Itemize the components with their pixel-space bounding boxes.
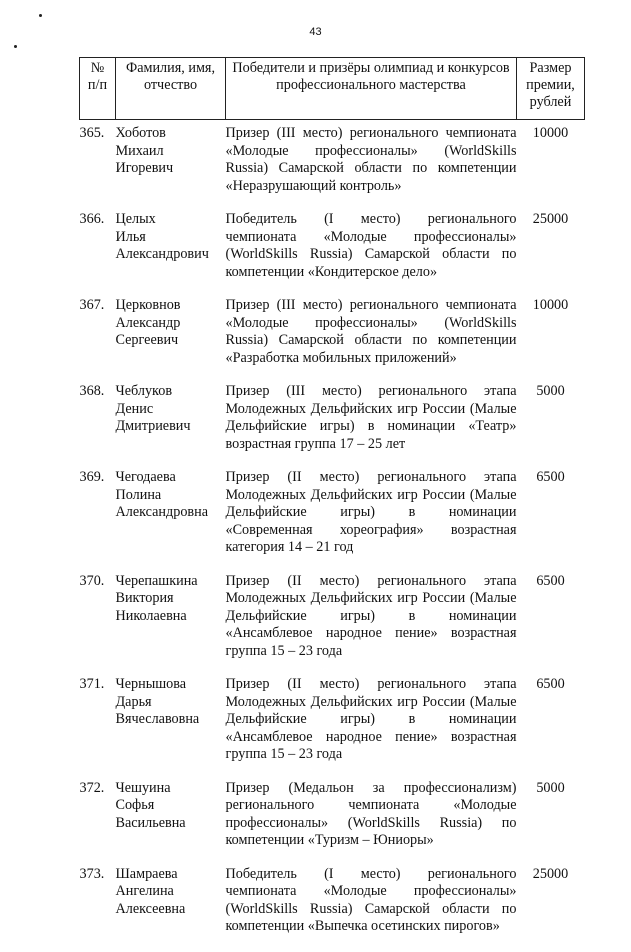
row-number: 372. [79,779,105,796]
row-number: 368. [79,383,105,399]
name-part: Дмитриевич [115,418,191,434]
description-line: Дельфийские игры) в номинации [225,711,517,727]
achievement-description [226,120,517,212]
description-line: Russia) Самарской области по компетенции [225,332,517,348]
description-line: Победитель (I место) регионального [225,211,517,227]
row-number: 369. [79,469,105,485]
name-part: Александровна [115,504,209,520]
person-name [116,780,226,866]
table-header-row [80,58,585,120]
description-line: «Ансамблевое народное пение» возрастная [225,625,517,641]
row-number: 365. [79,125,105,141]
name-part: Виктория [115,590,174,606]
description-line: Победитель (I место) регионального [225,865,517,882]
person-name [116,676,226,780]
achievement-description [226,573,517,677]
description-line: Призер (II место) регионального этапа [225,676,517,692]
description-line: (WorldSkills Russia) Самарской области по [225,246,517,262]
description-line: Призер (III место) регионального чемпионата [225,125,517,141]
description-line: группа 15 – 23 года [225,642,343,659]
description-line: Молодежных Дельфийских игр России (Малые [225,400,517,417]
name-part: Васильевна [115,814,186,831]
description-line: компетенции «Туризм – Юниоры» [225,832,434,848]
table-body [80,120,585,952]
name-part: Черепашкина [115,572,198,589]
person-name [116,573,226,677]
award-amount: 10000 [532,125,569,141]
row-number: 367. [79,297,105,313]
description-line: Призер (II место) регионального этапа [225,469,517,485]
description-line: Дельфийские игры) в номинации [225,504,517,520]
name-part: Чеблуков [115,383,173,399]
name-part: Игоревич [115,160,174,176]
description-line: «Неразрушающий контроль» [225,177,402,194]
name-part: Ангелина [115,883,174,899]
table-row [80,676,585,780]
table-row [80,866,585,952]
header-achievement: Победители и призёры олимпиад и конкурсов профессионального мастерства [226,58,517,120]
name-part: Полина [115,486,162,503]
row-number: 371. [79,676,105,692]
description-line: Призер (II место) регионального этапа [225,572,517,589]
description-line: компетенции «Выпечка осетинских пирогов» [225,918,500,934]
description-line: Дельфийские игры) в номинации [225,607,517,624]
name-part: Церковнов [115,297,181,313]
name-part: Хоботов [115,125,166,141]
award-amount: 25000 [532,211,569,227]
achievement-description [226,469,517,573]
name-part: Сергеевич [115,332,179,348]
header-award-amount: Размер премии, рублей [517,58,585,120]
table-row [80,211,585,297]
name-part: Александр [115,314,181,331]
name-part: Вячеславовна [115,711,200,727]
description-line: чемпионата «Молодые профессионалы» [225,883,517,899]
person-name [116,469,226,573]
name-part: Николаевна [115,607,187,624]
achievement-description [226,297,517,383]
award-amount: 6500 [536,469,565,485]
description-line: Призер (III место) регионального чемпионата [225,297,517,313]
name-part: Михаил [115,142,164,159]
person-name [116,120,226,212]
description-line: Молодежных Дельфийских игр России (Малые [225,486,517,503]
achievement-description [226,780,517,866]
award-amount: 10000 [532,297,569,313]
description-line: компетенции «Кондитерское дело» [225,263,438,280]
scan-speck [14,45,17,48]
description-line: «Ансамблевое народное пение» возрастная [225,728,517,745]
achievement-description [226,211,517,297]
description-line: Russia) Самарской области по компетенции [225,160,517,176]
description-line: возрастная группа 17 – 25 лет [225,435,406,452]
person-name [116,383,226,469]
award-amount: 5000 [536,779,565,796]
award-amount: 6500 [536,676,565,692]
achievement-description [226,866,517,952]
description-line: Призер (III место) регионального этапа [225,383,517,399]
award-amount: 5000 [536,383,565,399]
achievement-description [226,383,517,469]
name-part: Александрович [115,246,209,262]
table-row [80,383,585,469]
description-line: Призер (Медальон за профессионализм) [225,779,517,796]
name-part: Чернышова [115,676,187,692]
person-name [116,297,226,383]
description-line: категория 14 – 21 год [225,539,354,555]
name-part: Денис [115,400,154,417]
description-line: «Разработка мобильных приложений» [225,349,457,366]
table-row [80,573,585,677]
name-part: Чегодаева [115,469,176,485]
name-part: Целых [115,211,156,227]
row-number: 366. [79,211,105,227]
row-number: 373. [79,865,105,882]
description-line: Дельфийские игры) в номинации «Театр» [225,418,517,434]
award-amount: 25000 [532,865,569,882]
table-row [80,297,585,383]
name-part: Софья [115,797,155,813]
description-line: профессионалы» (WorldSkills Russia) по [225,814,517,831]
person-name [116,866,226,952]
description-line: Молодежных Дельфийских игр России (Малые [225,693,517,710]
achievement-description [226,676,517,780]
table-row [80,780,585,866]
row-number: 370. [79,572,105,589]
description-line: группа 15 – 23 года [225,746,343,762]
description-line: чемпионата «Молодые профессионалы» [225,228,517,245]
awards-table [79,57,585,952]
name-part: Шамраева [115,865,178,882]
description-line: «Молодые профессионалы» (WorldSkills [225,142,517,159]
scan-speck [39,14,42,17]
person-name [116,211,226,297]
header-full-name: Фамилия, имя, отчество [116,58,226,120]
description-line: Молодежных Дельфийских игр России (Малые [225,590,517,606]
award-amount: 6500 [536,572,565,589]
table-row [80,469,585,573]
name-part: Дарья [115,693,152,710]
description-line: «Современная хореография» возрастная [225,521,517,538]
name-part: Илья [115,228,146,245]
description-line: (WorldSkills Russia) Самарской области по [225,900,517,917]
description-line: «Молодые профессионалы» (WorldSkills [225,314,517,331]
header-number: № п/п [80,58,116,120]
page-number: 43 [309,26,322,38]
name-part: Чешуина [115,779,171,796]
description-line: регионального чемпионата «Молодые [225,797,517,813]
name-part: Алексеевна [115,900,186,917]
table-row [80,120,585,212]
